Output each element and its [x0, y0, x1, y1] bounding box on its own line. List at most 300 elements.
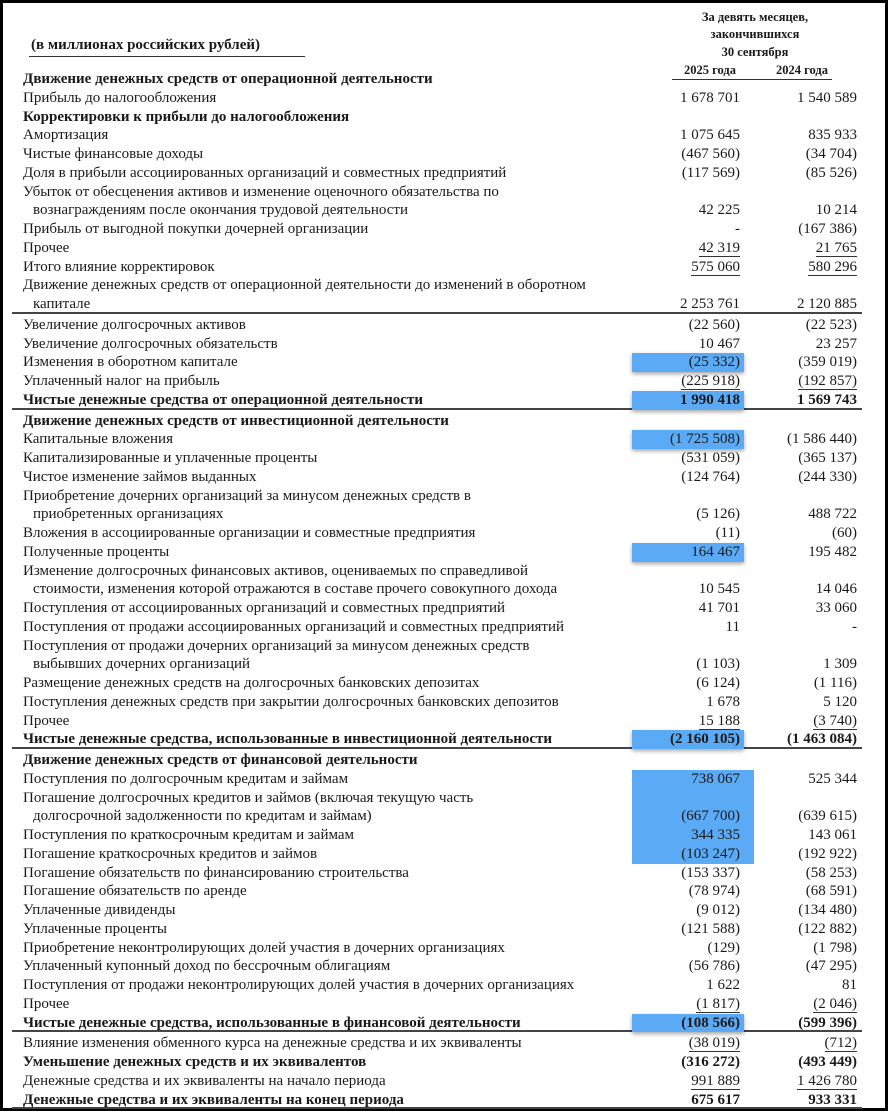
table-row [12, 770, 862, 789]
table-row [12, 751, 862, 770]
table-row [12, 693, 862, 712]
value-2024-text: (1 116) [813, 675, 857, 691]
table-row [12, 353, 862, 372]
value-2025-text: (25 332) [688, 354, 740, 371]
value-2024 [747, 674, 857, 693]
table-row [12, 712, 862, 731]
row-label: Погашение долгосрочных кредитов и займов (включая текущую часть [23, 789, 474, 806]
value-2025 [630, 449, 740, 468]
table-row [12, 468, 862, 487]
row-label: долгосрочной задолженности по кредитам и займам) [33, 808, 372, 825]
value-2025 [630, 1091, 740, 1110]
table-row [12, 430, 862, 449]
value-2025-text: 1 990 418 [680, 391, 740, 408]
value-2024-text: 10 214 [815, 202, 857, 219]
row-label: Поступления от продажи ассоциированных организаций и совместных предприятий [23, 618, 565, 635]
value-2025-text: (531 059) [681, 450, 740, 466]
value-2024 [747, 807, 857, 826]
row-label: выбывших дочерних организаций [33, 656, 251, 673]
value-2024 [747, 505, 857, 524]
value-2025-text: 2 253 761 [680, 296, 740, 312]
value-2025-text: 11 [725, 618, 740, 635]
value-2024 [747, 1014, 857, 1033]
value-2025 [630, 920, 740, 939]
table-row [12, 164, 862, 183]
value-2024 [747, 995, 857, 1014]
value-2024-text: 195 482 [808, 543, 857, 560]
value-2025 [630, 335, 740, 354]
value-2025-text: (103 247) [681, 845, 740, 862]
row-label: Движение денежных средств от операционной деятельности до изменений в оборотном [23, 277, 586, 294]
table-row [12, 901, 862, 920]
value-2025-text: (117 569) [681, 164, 740, 181]
value-2024 [747, 770, 857, 789]
value-2024 [747, 126, 857, 145]
row-label: Доля в прибыли ассоциированных организаций и совместных предприятий [23, 164, 507, 181]
value-2024 [747, 1053, 857, 1072]
value-2024 [747, 580, 857, 599]
value-2024-text: 835 933 [808, 127, 857, 144]
row-label: Прибыль от выгодной покупки дочерней организации [23, 221, 369, 237]
value-2025-text: 1 622 [706, 977, 740, 993]
row-label: стоимости, изменения которой отражаются в составе прочего совокупного дохода [33, 581, 558, 598]
value-2024-text: 1 569 743 [797, 391, 857, 408]
row-label: Поступления от продажи дочерних организаций за минусом денежных средств [23, 637, 530, 654]
value-2025 [630, 1053, 740, 1072]
row-label: Влияние изменения обменного курса на денежные средства и их эквиваленты [23, 1035, 522, 1052]
value-2025-text: 15 188 [698, 712, 740, 729]
table-row [12, 599, 862, 618]
row-label: Поступления от ассоциированных организаций и совместных предприятий [23, 600, 505, 616]
table-row [12, 316, 862, 335]
row-label: Вложения в ассоциированные организации и совместные предприятия [23, 525, 476, 541]
row-label: Полученные проценты [23, 543, 170, 560]
value-2025-text: (6 124) [696, 675, 740, 691]
value-2024-text: 2 120 885 [797, 296, 857, 312]
value-2025-text: (78 974) [688, 883, 740, 900]
row-label: Увеличение долгосрочных обязательств [23, 335, 278, 352]
row-label: Убыток от обесценения активов и изменение оценочного обязательства по [23, 183, 499, 200]
value-2025 [630, 599, 740, 618]
table-row [12, 730, 862, 749]
value-2025 [630, 505, 740, 524]
value-2024 [747, 1034, 857, 1053]
table-row [12, 335, 862, 354]
row-label: Амортизация [23, 127, 109, 144]
table-row [12, 957, 862, 976]
table-row [12, 1053, 862, 1072]
value-2024 [747, 599, 857, 618]
value-2025-text: (667 700) [681, 808, 740, 825]
value-2025 [630, 1072, 740, 1091]
value-2025 [630, 89, 740, 108]
value-2025-text: 738 067 [691, 770, 740, 787]
value-2025 [630, 220, 740, 239]
value-2025 [630, 751, 740, 770]
value-2024 [747, 164, 857, 183]
value-2025 [630, 939, 740, 958]
value-2025-text: (38 019) [688, 1035, 740, 1052]
row-label: Погашение краткосрочных кредитов и займов [23, 845, 318, 862]
value-2025-text: 42 225 [698, 202, 740, 219]
value-2025-text: (108 566) [681, 1014, 740, 1031]
row-label: Изменение долгосрочных финансовых активов, оцениваемых по справедливой [23, 562, 528, 579]
row-label: Размещение денежных средств на долгосрочных банковских депозитах [23, 675, 480, 691]
value-2024 [747, 901, 857, 920]
value-2024-text: (1 586 440) [787, 431, 857, 448]
value-2024-text: (167 386) [798, 221, 857, 237]
value-2024 [747, 826, 857, 845]
row-label: Поступления по долгосрочным кредитам и займам [23, 770, 349, 787]
value-2024 [747, 1091, 857, 1110]
row-label: вознаграждениям после окончания трудовой деятельности [33, 202, 409, 219]
value-2025-text: (316 272) [681, 1054, 740, 1070]
value-2024-text: (192 922) [798, 845, 857, 862]
value-2025 [632, 807, 754, 826]
value-2025-text: 1 678 [706, 693, 740, 710]
value-2025 [630, 70, 740, 89]
value-2024 [747, 391, 857, 410]
value-2024 [747, 864, 857, 883]
table-row [12, 108, 862, 127]
table-row [12, 826, 862, 845]
value-2024-text: (3 740) [813, 712, 857, 729]
value-2025 [632, 391, 744, 410]
value-2025 [630, 201, 740, 220]
value-2025 [630, 372, 740, 391]
value-2024 [747, 145, 857, 164]
table-row [12, 1091, 862, 1110]
row-label: Корректировки к прибыли до налогообложения [23, 108, 350, 125]
value-2024 [747, 957, 857, 976]
row-label: Уплаченные дивиденды [23, 902, 176, 918]
row-label: Уплаченный купонный доход по бессрочным облигациям [23, 958, 391, 975]
value-2025 [632, 1014, 744, 1033]
value-2024 [747, 449, 857, 468]
value-2025 [630, 901, 740, 920]
value-2025 [630, 412, 740, 431]
table-row [12, 920, 862, 939]
value-2024-text: 525 344 [808, 770, 857, 787]
value-2024-text: 1 540 589 [797, 89, 857, 106]
row-label: Изменения в оборотном капитале [23, 354, 238, 371]
row-label: Уплаченные проценты [23, 920, 167, 937]
year-2025-header: 2025 года [684, 63, 736, 77]
year-2024-header: 2024 года [776, 63, 828, 77]
row-label: Движение денежных средств от инвестиционной деятельности [23, 412, 449, 429]
value-2024 [747, 543, 857, 562]
value-2025 [630, 183, 740, 202]
value-2025-text: 1 075 645 [680, 127, 740, 144]
table-row [12, 1034, 862, 1053]
value-2025 [630, 637, 740, 656]
row-label: Чистые денежные средства, использованные в финансовой деятельности [23, 1014, 521, 1031]
value-2024 [747, 939, 857, 958]
value-2025 [630, 712, 740, 731]
value-2025-text: - [735, 221, 740, 237]
value-2024-text: (493 449) [798, 1054, 857, 1070]
table-row [12, 939, 862, 958]
row-label: Приобретение дочерних организаций за минусом денежных средств в [23, 487, 471, 504]
table-row [12, 995, 862, 1014]
value-2024 [747, 353, 857, 372]
row-label: Чистые денежные средства от операционной деятельности [23, 391, 423, 408]
table-row [12, 618, 862, 637]
value-2025-text: (153 337) [681, 864, 740, 881]
row-label: Увеличение долгосрочных активов [23, 316, 246, 333]
value-2024-text: (47 295) [805, 958, 857, 975]
value-2025 [632, 826, 754, 845]
table-row [12, 882, 862, 901]
value-2025 [630, 618, 740, 637]
value-2024 [747, 730, 857, 749]
period-header-line2: закончившихся [710, 27, 800, 41]
row-label: Поступления от продажи неконтролирующих долей участия в дочерних организациях [23, 977, 575, 993]
value-2024 [747, 618, 857, 637]
value-2025-text: 991 889 [691, 1072, 740, 1089]
value-2024-text: 23 257 [815, 335, 857, 352]
table-row [12, 674, 862, 693]
cash-flow-table [12, 70, 862, 1111]
value-2025 [630, 655, 740, 674]
value-2025 [632, 543, 744, 562]
value-2024-text: (359 019) [798, 354, 857, 371]
value-2024-text: 81 [842, 977, 857, 993]
value-2025 [630, 276, 740, 295]
value-2025-text: (5 126) [696, 506, 740, 523]
value-2024 [747, 372, 857, 391]
value-2024-text: 143 061 [808, 827, 857, 843]
value-2025-text: (1 103) [696, 656, 740, 673]
value-2025-text: 10 545 [698, 581, 740, 598]
value-2025 [630, 957, 740, 976]
value-2024-text: (2 046) [813, 995, 857, 1012]
value-2024 [747, 524, 857, 543]
table-row [12, 864, 862, 883]
value-2024 [747, 920, 857, 939]
value-2024-text: (599 396) [798, 1014, 857, 1031]
table-row [12, 543, 862, 562]
value-2025-text: (121 588) [681, 920, 740, 937]
value-2025 [630, 524, 740, 543]
table-row [12, 391, 862, 410]
row-label: Движение денежных средств от финансовой деятельности [23, 752, 418, 768]
value-2025-text: (1 817) [696, 995, 740, 1012]
table-row [12, 295, 862, 314]
table-row [12, 449, 862, 468]
value-2025 [630, 562, 740, 581]
value-2024 [747, 295, 857, 314]
value-2025-text: 575 060 [691, 258, 740, 275]
table-row [12, 580, 862, 599]
value-2024-text: (122 882) [798, 920, 857, 937]
row-label: Уменьшение денежных средств и их эквивалентов [23, 1054, 367, 1070]
table-row [12, 807, 862, 826]
value-2024 [747, 882, 857, 901]
row-label: Поступления по краткосрочным кредитам и займам [23, 827, 355, 843]
value-2025-text: (225 918) [681, 373, 740, 389]
table-row [12, 258, 862, 277]
value-2024 [747, 201, 857, 220]
value-2024 [747, 655, 857, 674]
row-label: Приобретение неконтролирующих долей участия в дочерних организациях [23, 939, 505, 956]
value-2025-text: 41 701 [698, 600, 740, 616]
value-2024-text: 5 120 [823, 693, 857, 710]
value-2025-text: 10 467 [698, 335, 740, 352]
table-row [12, 505, 862, 524]
value-2025 [632, 730, 744, 749]
value-2024 [747, 220, 857, 239]
value-2025 [632, 353, 744, 372]
value-2025 [630, 1034, 740, 1053]
table-row [12, 524, 862, 543]
value-2024 [747, 430, 857, 449]
value-2024-text: (22 523) [805, 316, 857, 333]
row-label: Капитализированные и уплаченные проценты [23, 450, 318, 466]
table-row [12, 487, 862, 506]
value-2025 [630, 580, 740, 599]
value-2025 [630, 995, 740, 1014]
value-2025 [630, 487, 740, 506]
value-2025 [632, 430, 744, 449]
value-2025-text: 1 678 701 [680, 89, 740, 106]
value-2025 [630, 864, 740, 883]
value-2025 [632, 845, 754, 864]
row-label: Чистые финансовые доходы [23, 146, 204, 162]
value-2025-text: (11) [715, 525, 740, 541]
value-2024 [747, 845, 857, 864]
value-2024-text: (68 591) [805, 883, 857, 900]
value-2024 [747, 976, 857, 995]
row-label: Уплаченный налог на прибыль [23, 373, 220, 389]
value-2024-text: (712) [824, 1035, 857, 1052]
row-label: Погашение обязательств по финансированию строительства [23, 864, 409, 881]
value-2025-text: (22 560) [688, 316, 740, 333]
row-label: Погашение обязательств по аренде [23, 883, 247, 900]
value-2024-text: (85 526) [805, 164, 857, 181]
value-2024-text: (58 253) [805, 864, 857, 881]
value-2024-text: (1 798) [813, 939, 857, 956]
value-2025-text: (2 160 105) [670, 731, 740, 748]
table-row [12, 126, 862, 145]
table-row [12, 239, 862, 258]
row-label: Денежные средства и их эквиваленты на конец периода [23, 1091, 404, 1108]
table-row [12, 220, 862, 239]
value-2024 [747, 89, 857, 108]
value-2024 [747, 335, 857, 354]
value-2025-text: (9 012) [696, 902, 740, 918]
table-row [12, 562, 862, 581]
value-2025 [630, 164, 740, 183]
value-2024-text: 933 331 [808, 1091, 857, 1108]
table-row [12, 655, 862, 674]
value-2024-text: 21 765 [815, 239, 857, 256]
row-label: Денежные средства и их эквиваленты на начало периода [23, 1072, 386, 1089]
value-2024 [747, 258, 857, 277]
period-header-line1: За девять месяцев, [701, 10, 809, 24]
row-label: Движение денежных средств от операционной деятельности [23, 71, 433, 87]
value-2025 [630, 239, 740, 258]
value-2024-text: (60) [832, 525, 857, 541]
row-label: Чистое изменение займов выданных [23, 468, 257, 485]
table-row [12, 201, 862, 220]
value-2025-text: (56 786) [688, 958, 740, 975]
table-row [12, 276, 862, 295]
value-2024-text: 488 722 [808, 506, 857, 523]
table-row [12, 372, 862, 391]
table-row [12, 145, 862, 164]
value-2024 [747, 468, 857, 487]
row-label: Чистые денежные средства, использованные в инвестиционной деятельности [23, 731, 553, 748]
value-2025 [632, 789, 754, 808]
table-row [12, 183, 862, 202]
value-2024-text: 1 309 [823, 656, 857, 673]
value-2024-text: 1 426 780 [797, 1072, 857, 1089]
table-row [12, 637, 862, 656]
value-2025-text: 164 467 [691, 543, 740, 560]
period-header-line3: 30 сентября [721, 45, 789, 59]
value-2025 [630, 674, 740, 693]
value-2025-text: (467 560) [681, 146, 740, 162]
value-2025-text: 675 617 [691, 1091, 740, 1108]
row-label: Прибыль до налогообложения [23, 89, 217, 106]
value-2024-text: (134 480) [798, 902, 857, 918]
value-2025-text: (129) [707, 939, 740, 956]
units-caption: (в миллионах российских рублей) [29, 37, 305, 57]
value-2025 [630, 145, 740, 164]
value-2025 [630, 108, 740, 127]
value-2024-text: (192 857) [798, 373, 857, 389]
value-2024 [747, 316, 857, 335]
value-2024-text: 33 060 [815, 600, 857, 616]
value-2024-text: (639 615) [798, 808, 857, 825]
value-2025 [630, 258, 740, 277]
value-2025-text: 42 319 [698, 239, 740, 256]
value-2025 [630, 126, 740, 145]
value-2025-text: (1 725 508) [670, 431, 740, 448]
value-2025 [630, 882, 740, 901]
row-label: Капитальные вложения [23, 431, 173, 448]
value-2025-text: (124 764) [681, 468, 740, 485]
table-row [12, 789, 862, 808]
row-label: Поступления денежных средств при закрытии долгосрочных банковских депозитов [23, 693, 559, 710]
value-2024-text: (365 137) [798, 450, 857, 466]
row-label: приобретенных организациях [33, 506, 224, 523]
row-label: капитале [33, 296, 91, 312]
value-2024 [747, 693, 857, 712]
value-2024 [747, 239, 857, 258]
value-2024-text: - [852, 618, 857, 635]
value-2025 [630, 693, 740, 712]
value-2025-text: 344 335 [691, 827, 740, 843]
table-row [12, 845, 862, 864]
table-row [12, 89, 862, 108]
row-label: Прочее [23, 995, 70, 1012]
value-2024-text: (244 330) [798, 468, 857, 485]
row-label: Прочее [23, 239, 70, 256]
value-2025 [630, 295, 740, 314]
value-2025 [630, 976, 740, 995]
table-row [12, 412, 862, 431]
value-2024-text: 14 046 [815, 581, 857, 598]
value-2024 [747, 1072, 857, 1091]
value-2024-text: 580 296 [808, 258, 857, 275]
value-2025 [632, 770, 754, 789]
value-2024-text: (1 463 084) [787, 731, 857, 748]
table-row [12, 1072, 862, 1091]
value-2025 [630, 468, 740, 487]
value-2025 [630, 316, 740, 335]
